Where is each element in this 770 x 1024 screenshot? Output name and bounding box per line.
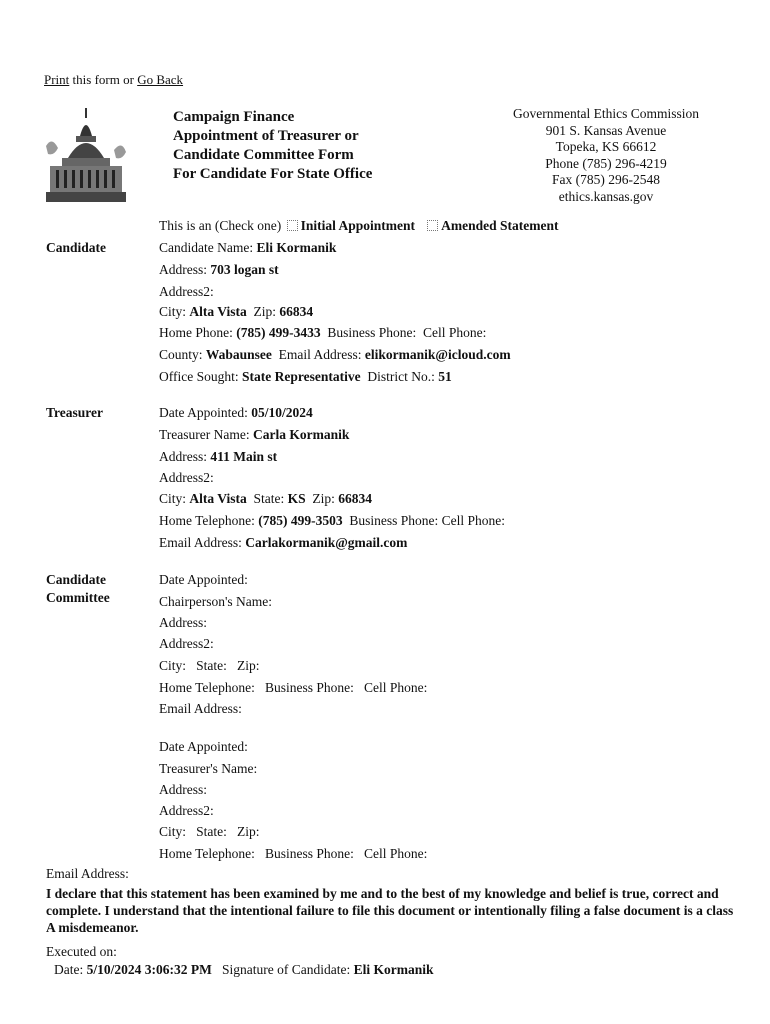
field-label: City: [159,491,187,506]
treasurer-address2-row [159,469,214,487]
field-label: Address2: [159,284,214,299]
treasurer-email-value: Carlakormanik@gmail.com [245,535,408,550]
committee-city-row: City: State: Zip: [159,658,260,673]
execution-date-value: 5/10/2024 3:06:32 PM [86,962,212,977]
candidate-zip-value: 66834 [279,304,314,319]
treasurer-email-row [159,534,407,552]
field-label: Business Phone: [327,325,417,340]
field-label: Email Address: [159,535,242,550]
committee-treasurer-address-row: Address: [159,782,207,797]
treasurer-name-value: Carla Kormanik [252,427,350,442]
candidate-office-row [159,368,452,386]
field-label: Date: [54,962,84,977]
field-label: Email Address: [278,347,362,362]
candidate-email-value: elikormanik@icloud.com [364,347,511,362]
treasurer-city-row [159,490,372,508]
capitol-seal-image [44,106,128,206]
agency-name: Governmental Ethics Commission [513,106,699,121]
field-label: Business Phone: [349,513,439,528]
initial-appointment-checkbox[interactable] [287,220,298,231]
candidate-district-value: 51 [438,369,452,384]
committee-treasurer-date-row: Date Appointed: [159,739,248,754]
field-label: Treasurer Name: [159,427,250,442]
field-label: Address: [159,262,207,277]
candidate-address-row [159,261,279,279]
field-label: District No.: [367,369,435,384]
treasurer-home-phone-value: (785) 499-3503 [258,513,343,528]
field-label: Signature of Candidate: [221,962,351,977]
committee-date-row: Date Appointed: [159,572,248,587]
go-back-link[interactable]: Go Back [137,72,184,87]
agency-fax: Fax (785) 296-2548 [552,172,660,187]
committee-address-row: Address: [159,615,207,630]
executed-on-label: Executed on: [46,944,117,959]
agency-website: ethics.kansas.gov [558,188,654,204]
committee-phone-row: Home Telephone: Business Phone: Cell Phone: [159,680,428,695]
field-label: Date Appointed: [159,405,248,420]
form-title [173,108,372,184]
committee-chair-row: Chairperson's Name: [159,594,273,609]
committee-treasurer-address2-row: Address2: [159,803,214,818]
candidate-section-heading: Candidate [46,240,107,255]
candidate-phone-row [159,324,486,342]
field-label: State: [253,491,285,506]
field-label: Zip: [312,491,335,506]
committee-section-heading [46,571,110,607]
treasurer-city-value: Alta Vista [189,491,247,506]
candidate-county-row [159,346,511,364]
agency-info [492,106,720,205]
initial-appointment-label: Initial Appointment [300,218,415,233]
field-label: Cell Phone: [423,325,487,340]
committee-treasurer-city-row: City: State: Zip: [159,824,260,839]
committee-treasurer-name-row: Treasurer's Name: [159,761,258,776]
candidate-office-value: State Representative [242,369,361,384]
treasurer-address-row [159,448,277,466]
committee-email-row: Email Address: [159,701,242,716]
footer-email-label: Email Address: [46,866,129,881]
treasurer-date-row [159,404,313,422]
field-label: Zip: [253,304,277,319]
check-prefix: This is an (Check one) [159,218,282,233]
agency-address: 901 S. Kansas Avenue [545,122,667,138]
title-line: For Candidate For State Office [173,166,373,182]
treasurer-zip-value: 66834 [338,491,373,506]
title-line: Appointment of Treasurer or [173,128,359,144]
candidate-county-value: Wabaunsee [205,347,272,362]
committee-heading-line: Candidate [46,572,107,587]
agency-city: Topeka, KS 66612 [555,139,657,154]
candidate-city-value: Alta Vista [189,304,247,319]
title-line: Campaign Finance [173,109,295,125]
amended-statement-label: Amended Statement [441,218,559,233]
nav-text: this form or [69,72,138,87]
title-line: Candidate Committee Form [173,147,354,163]
candidate-name-value: Eli Kormanik [256,240,337,255]
appointment-type-row [159,217,559,235]
field-label: Cell Phone: [441,513,506,528]
field-label: Candidate Name: [159,240,254,255]
declaration-text: I declare that this statement has been examined by me and to the best of my knowledge and belief is true, correct and complete. I understand that the intentional failure to file this document or intentionally filing a false document is a class A misdemeanor. [46,886,734,935]
treasurer-section-heading: Treasurer [46,405,103,420]
candidate-name-row [159,239,336,257]
print-link[interactable]: Print [44,72,70,87]
execution-row [54,962,433,978]
field-label: Address: [159,449,207,464]
field-label: City: [159,304,187,319]
committee-address2-row: Address2: [159,636,214,651]
treasurer-state-value: KS [287,491,306,506]
committee-heading-line: Committee [46,590,110,605]
candidate-address-value: 703 logan st [210,262,279,277]
field-label: Office Sought: [159,369,239,384]
candidate-city-row [159,303,313,321]
agency-phone: Phone (785) 296-4219 [545,155,667,171]
treasurer-phone-row [159,512,505,530]
treasurer-address-value: 411 Main st [210,449,278,464]
field-label: Address2: [159,470,214,485]
candidate-signature-value: Eli Kormanik [353,962,434,977]
committee-treasurer-phone-row: Home Telephone: Business Phone: Cell Phone: [159,846,428,861]
candidate-home-phone-value: (785) 499-3433 [236,325,321,340]
amended-statement-checkbox[interactable] [427,220,438,231]
field-label: Home Phone: [159,325,233,340]
nav-bar [44,72,183,88]
treasurer-name-row [159,426,349,444]
treasurer-date-value: 05/10/2024 [251,405,313,420]
field-label: Home Telephone: [159,513,255,528]
field-label: County: [159,347,203,362]
candidate-address2-row [159,283,214,301]
